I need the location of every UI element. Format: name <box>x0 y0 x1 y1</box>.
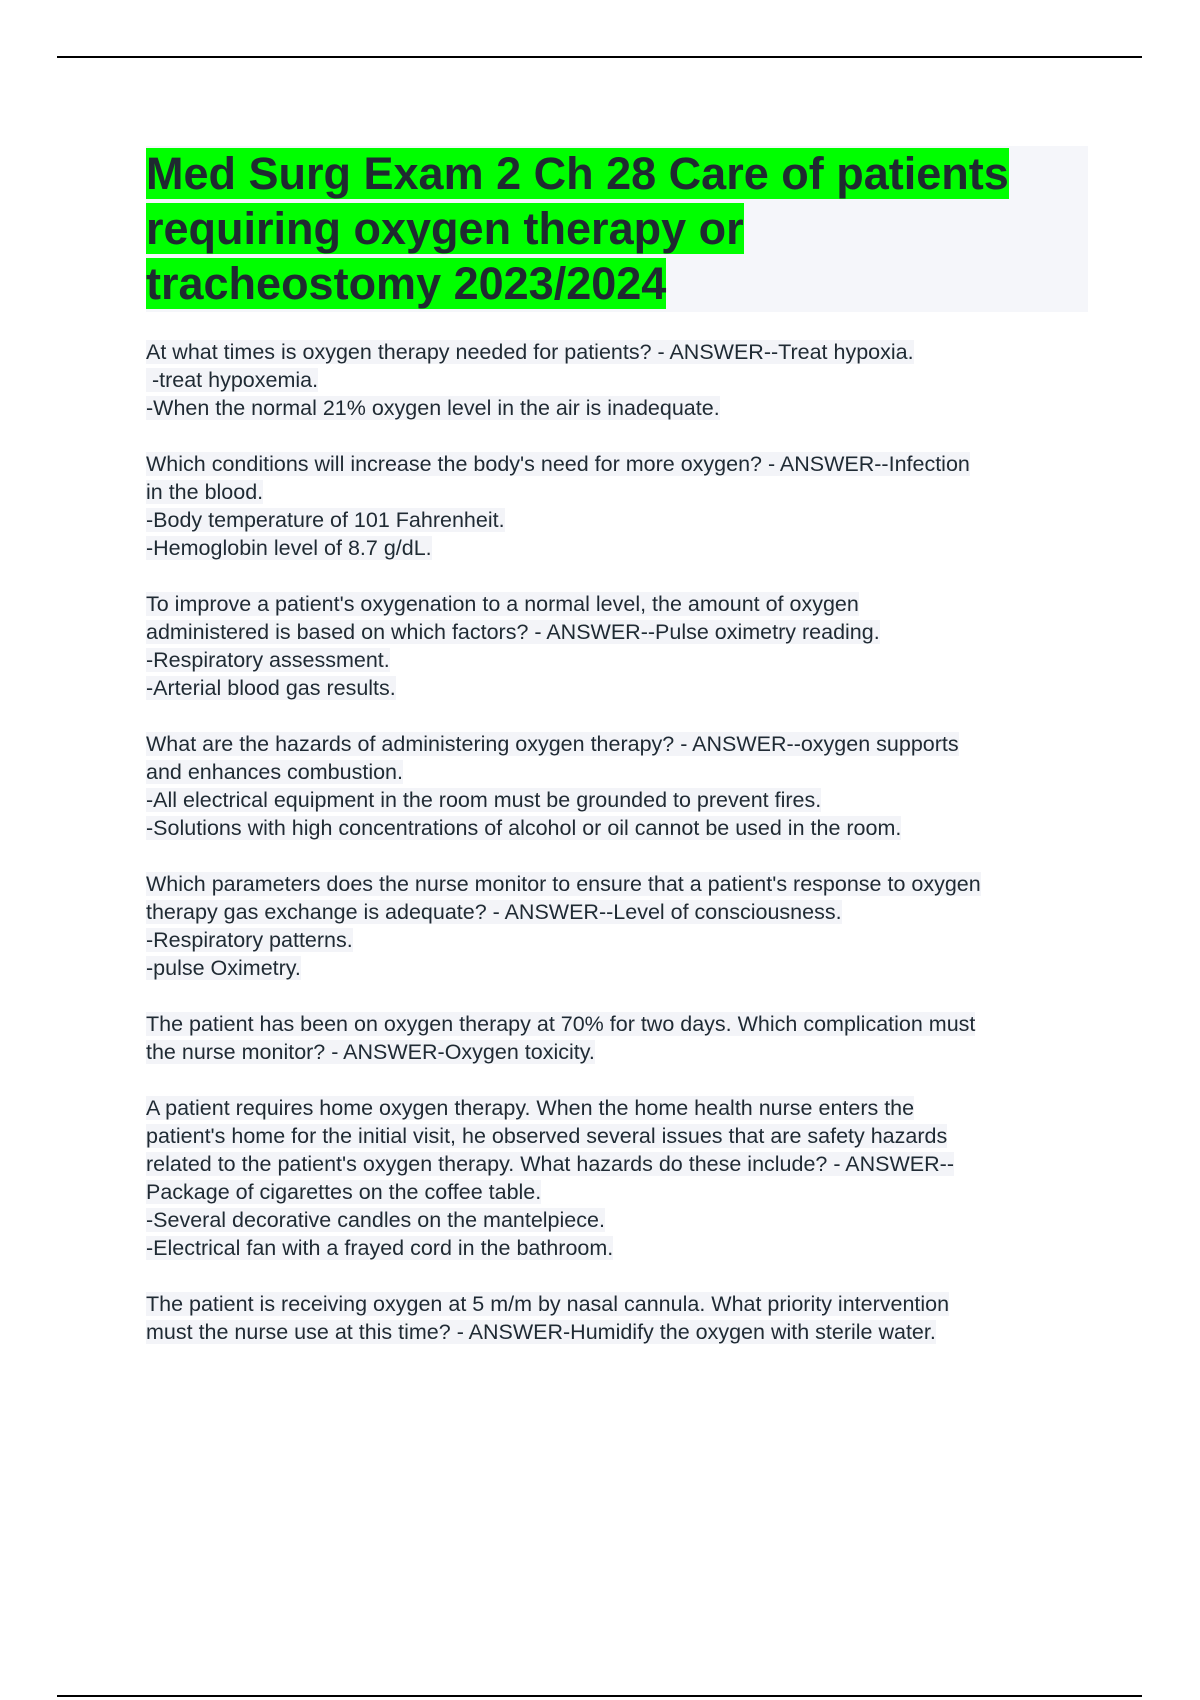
qa-text-line: At what times is oxygen therapy needed for patients? - ANSWER--Treat hypoxia. <box>146 340 914 364</box>
qa-item <box>146 870 1096 982</box>
qa-item <box>146 1290 1096 1346</box>
qa-item <box>146 1010 1096 1066</box>
document-title <box>146 146 1088 311</box>
qa-text-line: -Electrical fan with a frayed cord in the bathroom. <box>146 1236 614 1260</box>
qa-text-line: -Arterial blood gas results. <box>146 676 396 700</box>
qa-text-line: The patient is receiving oxygen at 5 m/m by nasal cannula. What priority intervention <box>146 1292 950 1316</box>
bottom-divider <box>57 1695 1142 1697</box>
qa-item <box>146 1094 1096 1262</box>
qa-text-line: -Several decorative candles on the mantelpiece. <box>146 1208 605 1232</box>
qa-text-line: -Solutions with high concentrations of alcohol or oil cannot be used in the room. <box>146 816 902 840</box>
qa-text-line: A patient requires home oxygen therapy. When the home health nurse enters the <box>146 1096 915 1120</box>
title-line: requiring oxygen therapy or <box>146 203 744 254</box>
qa-item <box>146 730 1096 842</box>
qa-text-line: -Hemoglobin level of 8.7 g/dL. <box>146 536 432 560</box>
qa-text-line: -pulse Oximetry. <box>146 956 301 980</box>
qa-text-line: in the blood. <box>146 480 264 504</box>
qa-text-line: -Respiratory patterns. <box>146 928 353 952</box>
qa-text-line: -treat hypoxemia. <box>146 368 319 392</box>
qa-text-line: -All electrical equipment in the room must be grounded to prevent fires. <box>146 788 822 812</box>
qa-text-line: Which conditions will increase the body's need for more oxygen? - ANSWER--Infection <box>146 452 970 476</box>
qa-text-line: patient's home for the initial visit, he observed several issues that are safety hazards <box>146 1124 948 1148</box>
qa-text-line: Package of cigarettes on the coffee table. <box>146 1180 542 1204</box>
qa-text-line: -Body temperature of 101 Fahrenheit. <box>146 508 505 532</box>
title-line: Med Surg Exam 2 Ch 28 Care of patients <box>146 148 1009 199</box>
qa-text-line: -When the normal 21% oxygen level in the air is inadequate. <box>146 396 720 420</box>
qa-text-line: -Respiratory assessment. <box>146 648 390 672</box>
qa-text-line: and enhances combustion. <box>146 760 403 784</box>
qa-text-line: therapy gas exchange is adequate? - ANSWER--Level of consciousness. <box>146 900 842 924</box>
title-line: tracheostomy 2023/2024 <box>146 258 667 309</box>
qa-item <box>146 590 1096 702</box>
qa-item <box>146 450 1096 562</box>
qa-text-line: the nurse monitor? - ANSWER-Oxygen toxicity. <box>146 1040 595 1064</box>
qa-text-line: What are the hazards of administering oxygen therapy? - ANSWER--oxygen supports <box>146 732 959 756</box>
qa-text-line: must the nurse use at this time? - ANSWER-Humidify the oxygen with sterile water. <box>146 1320 936 1344</box>
qa-text-line: To improve a patient's oxygenation to a normal level, the amount of oxygen <box>146 592 859 616</box>
qa-text-line: Which parameters does the nurse monitor to ensure that a patient's response to oxygen <box>146 872 981 896</box>
qa-list <box>146 338 1096 1374</box>
qa-text-line: related to the patient's oxygen therapy. What hazards do these include? - ANSWER-- <box>146 1152 954 1176</box>
title-block <box>146 146 1088 312</box>
qa-item <box>146 338 1096 422</box>
qa-text-line: The patient has been on oxygen therapy at 70% for two days. Which complication must <box>146 1012 976 1036</box>
qa-text-line: administered is based on which factors? - ANSWER--Pulse oximetry reading. <box>146 620 880 644</box>
top-divider <box>57 56 1142 58</box>
